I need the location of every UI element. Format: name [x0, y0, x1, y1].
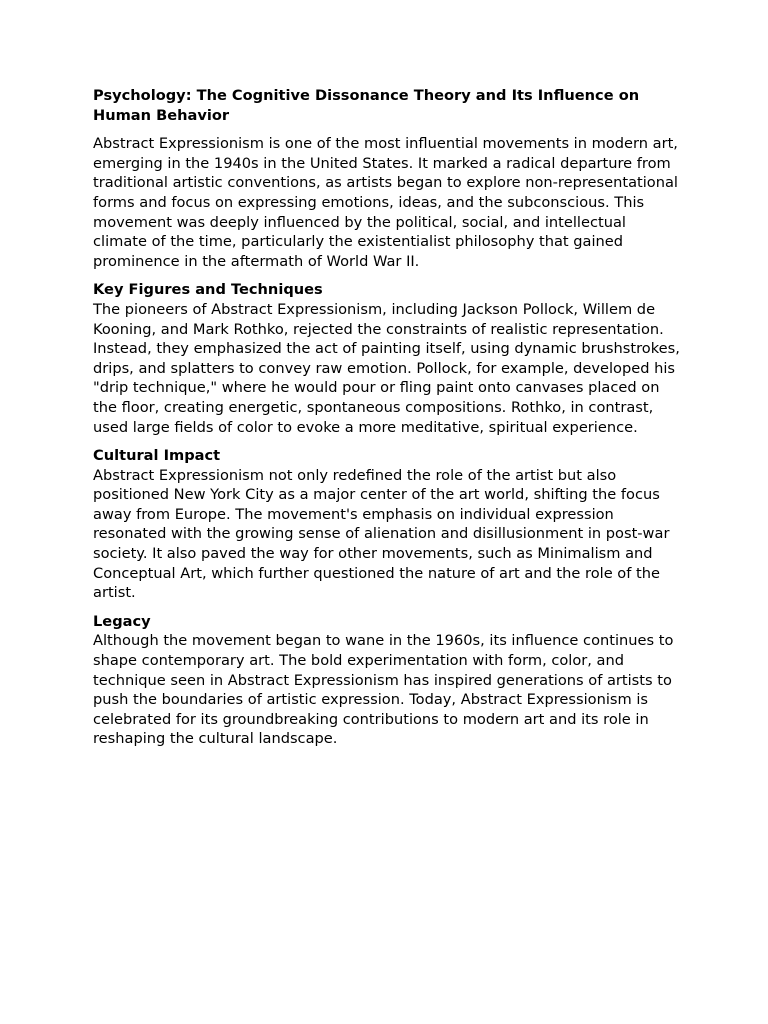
section-heading-legacy: Legacy [93, 612, 151, 630]
section-body-key-figures: The pioneers of Abstract Expressionism, including Jackson Pollock, Willem de Kooning, and Mark Rothko, rejected the constraints of realistic representation. Instead, they emphasized the act of painting itself, using dynamic brushstrokes, drips, and splatters to convey raw emotion. Pollock, for example, developed his "drip technique," where he would pour or fling paint onto canvases placed on the floor, creating energetic, spontaneous compositions. Rothko, in contrast, used large fields of color to evoke a more meditative, spiritual experience. [93, 300, 680, 436]
intro-paragraph: Abstract Expressionism is one of the most influential movements in modern art, emerging in the 1940s in the United States. It marked a radical departure from traditional artistic conventions, as artists began to explore non-representational forms and focus on expressing emotions, ideas, and the subconscious. This movement was deeply influenced by the political, social, and intellectual climate of the time, particularly the existentialist philosophy that gained prominence in the aftermath of World War II. [93, 135, 678, 270]
section-heading-cultural-impact: Cultural Impact [93, 447, 221, 465]
document-page [93, 86, 681, 758]
section-body-cultural-impact: Abstract Expressionism not only redefined the role of the artist but also positioned New York City as a major center of the art world, shifting the focus away from Europe. The movement's emphasis on individual expression resonated with the growing sense of alienation and disillusionment in post-war society. It also paved the way for other movements, such as Minimalism and Conceptual Art, which further questioned the nature of art and the role of the artist. [93, 466, 670, 602]
section-heading-key-figures: Key Figures and Techniques [93, 281, 323, 299]
document-title: Psychology: The Cognitive Dissonance Theory and Its Influence on Human Behavior [93, 87, 640, 124]
section-body-legacy: Although the movement began to wane in the 1960s, its influence continues to shape contemporary art. The bold experimentation with form, color, and technique seen in Abstract Expressionism has inspired generations of artists to push the boundaries of artistic expression. Today, Abstract Expressionism is celebrated for its groundbreaking contributions to modern art and its role in reshaping the cultural landscape. [93, 632, 674, 748]
